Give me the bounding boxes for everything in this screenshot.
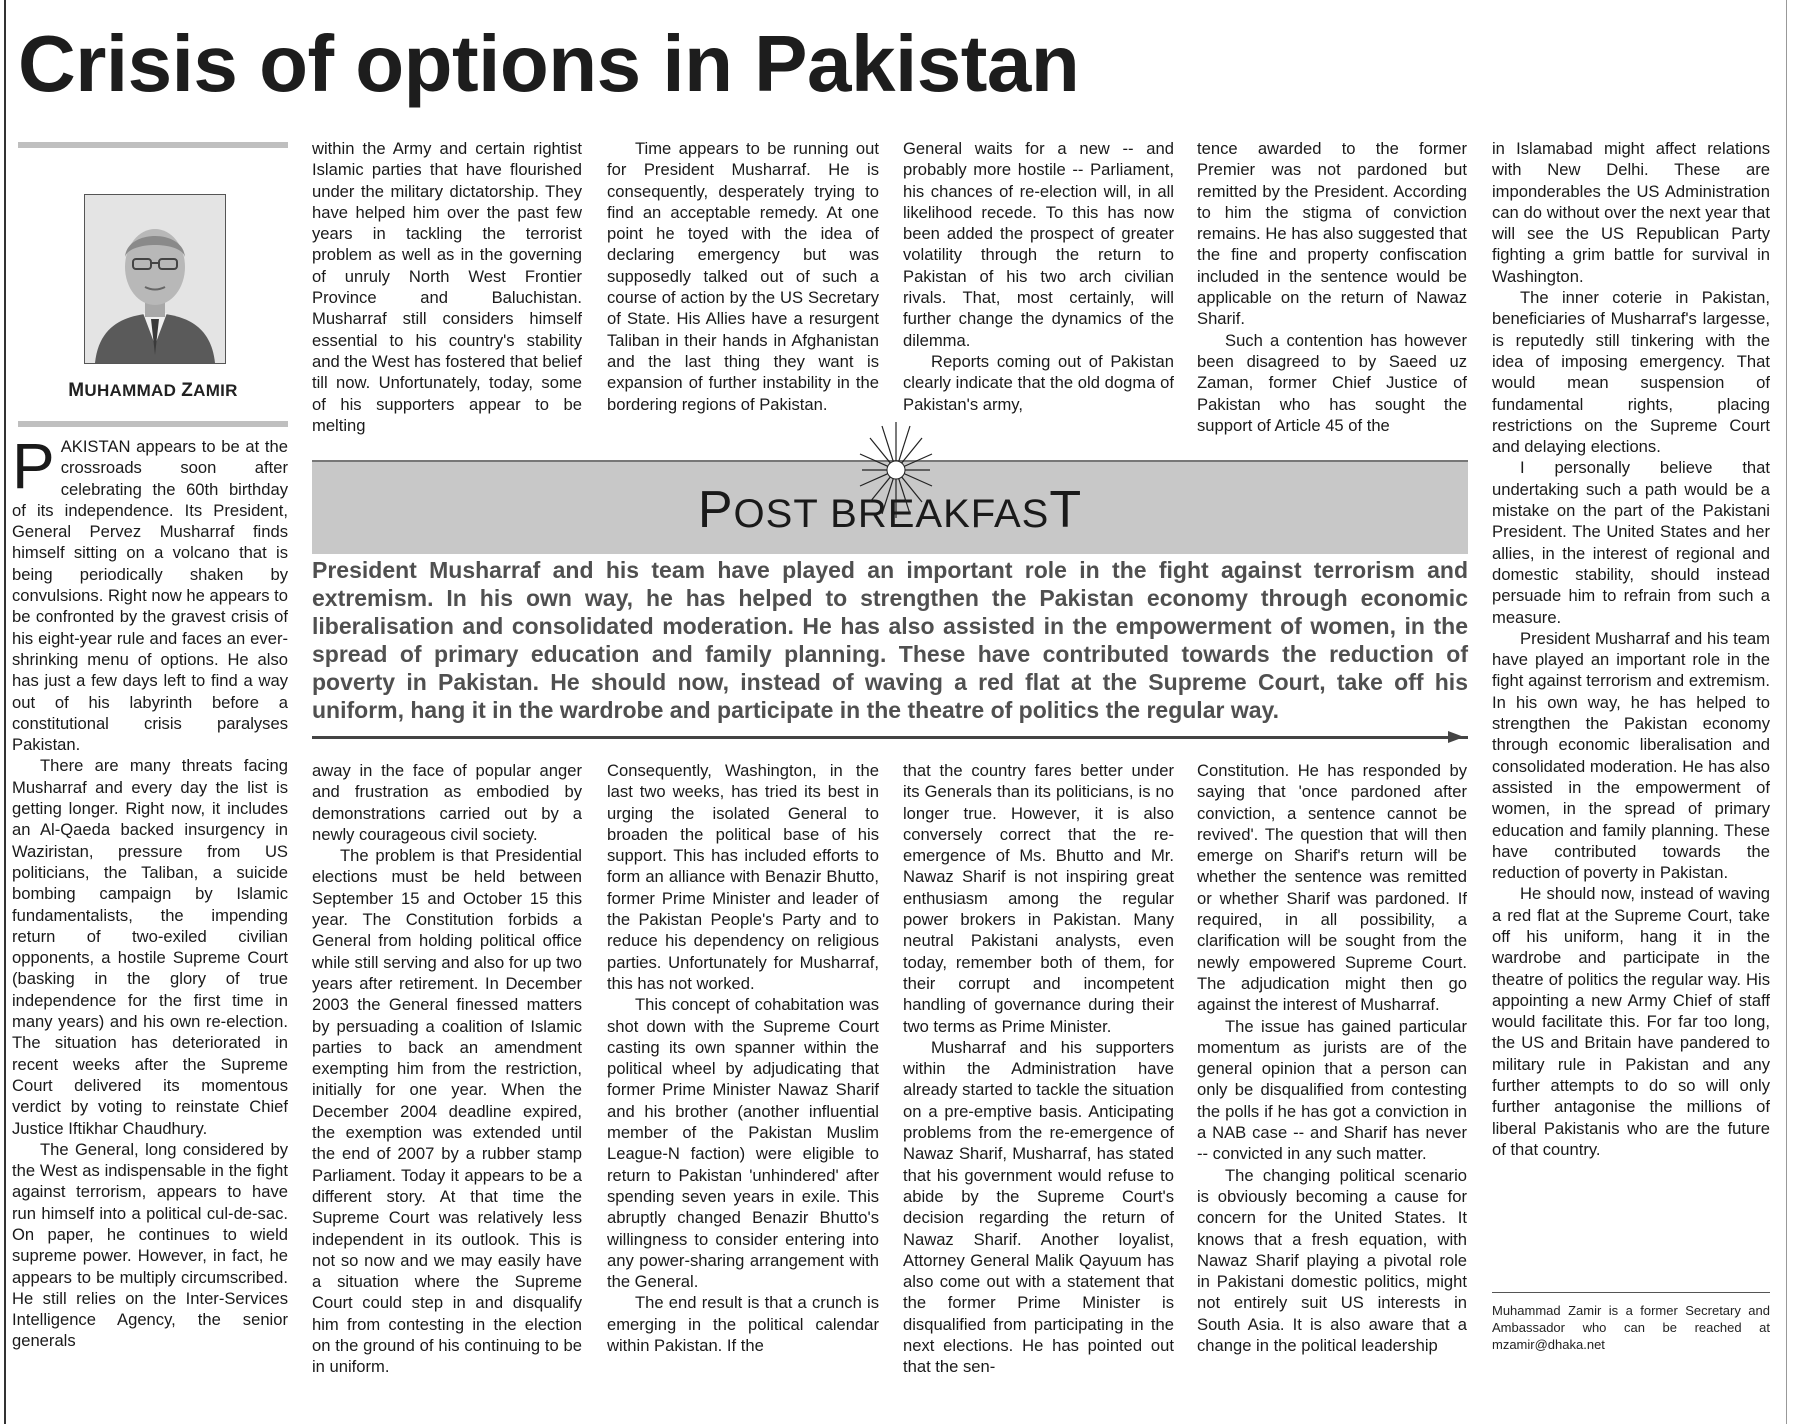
paragraph: The problem is that Presidential elections must be held between September 15 and October 15 this year. The Constitution forbids a General from holding political office while still serving and also for up two years after retirement. In December 2003 the General finessed matters by persuading a coalition of Islamic parties to back an amendment exempting him from the restriction, initially for one year. When the December 2004 deadline expired, the exemption was extended until the end of 2007 by a rubber stamp Parliament. Today it appears to be a different story. At that time the Supreme Court was relatively less independent in its outlook. This is not so now and we may easily have a situation where the Supreme Court could step in and disqualify him from contesting in the election on the ground of his continuing to be in uniform. [312,846,582,1377]
author-portrait-illustration [85,195,225,363]
paragraph: The inner coterie in Pakistan, beneficiaries of Musharraf's largesse, is reputedly still tinkering with the idea of imposing emergency. That would mean suspension of fundamental rights, placing restrictions on the Supreme Court and delaying elections. [1492,288,1770,457]
paragraph: Constitution. He has responded by saying that 'once pardoned after conviction, a sentence cannot be revived'. The question that will then emerge on Sharif's return will be whether the sentence was remitted or whether Sharif was pardoned. If required, in all possibility, a clarification will be sought from the newly empowered Supreme Court. The adjudication might then go against the interest of Musharraf. [1197,761,1467,1015]
column-5-upper [1197,138,1467,438]
author-byline: MUHAMMAD ZAMIR [68,380,238,401]
paragraph: This concept of cohabitation was shot down with the Supreme Court casting its own spanner within the political wheel by adjudicating that former Prime Minister Nawaz Sharif and his brother (another influential member of the Pakistan Muslim League-N faction) were eligible to return to Pakistan 'unhindered' after spending seven years in exile. This abruptly changed Benazir Bhutto's willingness to consider entering into any power-sharing arrangement with the General. [607,995,879,1292]
author-box-top-bar [18,142,288,148]
paragraph: Musharraf and his supporters within the Administration have already started to tackle the situation on a pre-emptive basis. Anticipating problems from the re-emergence of Nawaz Sharif, Musharraf, has stated that his government would refuse to abide by the Supreme Court's decision regarding the return of Nawaz Sharif. Another loyalist, Attorney General Malik Qayuum has also come out with a statement that the former Prime Minister is disqualified from participating in the next elections. He has pointed out that the sen- [903,1037,1174,1377]
page-left-border [4,0,6,1424]
paragraph: Such a contention has however been disagreed to by Saeed uz Zaman, former Chief Justice of Pakistan who has sought the support of Article 45 of the [1197,330,1467,435]
paragraph: tence awarded to the former Premier was not pardoned but remitted by the President. According to him the stigma of conviction remains. He has also suggested that the fine and property confiscation included in the sentence would be applicable on the return of Nawaz Sharif. [1197,139,1467,329]
author-footnote: Muhammad Zamir is a former Secretary and Ambassador who can be reached at mzamir@dhaka.net [1492,1303,1770,1352]
paragraph: that the country fares better under its Generals than its politicians, is no longer true. However, it is also conversely correct that the re-emergence of Ms. Bhutto and Mr. Nawaz Sharif is not inspiring great enthusiasm among the regular power brokers in Pakistan. Many neutral Pakistani analysts, even today, remember both of them, for their corrupt and incompetent handling of governance during their two terms as Prime Minister. [903,761,1174,1036]
paragraph: There are many threats facing Musharraf and every day the list is getting longer. Right now, it includes an Al-Qaeda backed insurgency in Waziristan, pressure from US politicians, the Taliban, a suicide bombing campaign by Islamic fundamentalists, the impending return of two-exiled civilian opponents, a hostile Supreme Court (basking in the glory of true independence for the first time in many years) and his own re-election. The situation has deteriorated in recent weeks after the Supreme Court delivered its momentous verdict by voting to reinstate Chief Justice Iftikhar Chaudhury. [12,756,288,1138]
author-box-bottom-bar [18,421,288,427]
paragraph: The changing political scenario is obviously becoming a cause for concern for the United States. It knows that a fresh equation, with Nawaz Sharif playing a pivotal role in Pakistani domestic politics, might not entirely suit US interests in South Asia. It is also aware that a change in the political leadership [1197,1165,1467,1356]
paragraph: President Musharraf and his team have played an important role in the fight against terrorism and extremism. In his own way, he has helped to strengthen the Pakistan economy through economic liberalisation and consolidated moderation. He has also assisted in the empowerment of women, in the spread of primary education and family planning. These have contributed towards the reduction of poverty in Pakistan. [1492,628,1770,883]
paragraph: The issue has gained particular momentum as jurists are of the general opinion that a person can only be disqualified from contesting the polls if he has got a conviction in a NAB case -- and Sharif has never -- convicted in any such matter. [1197,1016,1467,1164]
author-box [18,142,288,427]
column-edge-rule [1786,0,1787,1424]
paragraph: in Islamabad might affect relations with New Delhi. These are imponderables the US Administration can do without over the next year that will see the US Republican Party fighting a grim battle for survival in Washington. [1492,139,1770,286]
column-4-lower [903,760,1174,1424]
column-6 [1492,138,1770,1286]
footnote-rule [1492,1292,1770,1293]
column-2-upper [312,138,582,438]
paragraph: The General, long considered by the West as indispensable in the fight against terrorism, appears to have run himself into a political cul-de-sac. On paper, he continues to wield supreme power. However, in fact, he appears to be multiply circumscribed. He still relies on the Inter-Services Intelligence Agency, the senior generals [12,1139,288,1351]
paragraph: Time appears to be running out for President Musharraf. He is consequently, desperately trying to find an acceptable remedy. At one point he toyed with the idea of declaring emergency but was supposedly talked out of such a course of action by the US Secretary of State. His Allies have a resurgent Taliban in their hands in Afghanistan and the last thing they want is expansion of further instability in the bordering regions of Pakistan. [607,139,879,414]
column-title: POST BREAKFAST [697,481,1083,539]
paragraph: Reports coming out of Pakistan clearly indicate that the old dogma of Pakistan's army, [903,351,1174,414]
author-photo [84,194,226,364]
article-headline: Crisis of options in Pakistan [18,19,1080,108]
column-1 [12,436,288,1424]
pull-quote-rule [312,736,1468,739]
paragraph: PAKISTAN appears to be at the crossroads soon after celebrating the 60th birthday of its independence. Its President, General Pervez Musharraf finds himself sitting on a volcano that is being periodically shaken by convulsions. Right now he appears to be confronted by the gravest crisis of his eight-year rule and faces an ever-shrinking menu of options. He also has just a few days left to find a way out of his labyrinth before a constitutional crisis paralyses Pakistan. [12,436,288,755]
drop-cap: P [12,436,55,502]
arrow-icon [1448,731,1464,743]
starburst-icon [856,420,936,520]
paragraph: General waits for a new -- and probably more hostile -- Parliament, his chances of re-election will, in all likelihood recede. To this has now been added the prospect of greater volatility through the return to Pakistan of his two arch civilian rivals. That, most certainly, will further change the dynamics of the dilemma. [903,139,1174,350]
paragraph: The end result is that a crunch is emerging in the political calendar within Pakistan. If the [607,1293,879,1356]
column-5-lower [1197,760,1467,1424]
column-3-lower [607,760,879,1424]
pull-quote: President Musharraf and his team have played an important role in the fight against terrorism and extremism. In his own way, he has helped to strengthen the Pakistan economy through economic liberalisation and consolidated moderation. He has also assisted in the empowerment of women, in the spread of primary education and family planning. These have contributed towards the reduction of poverty in Pakistan. He should now, instead of waving a red flat at the Supreme Court, take off his uniform, hang it in the wardrobe and participate in the theatre of politics the regular way. [312,557,1468,723]
column-2-lower [312,760,582,1424]
paragraph: Consequently, Washington, in the last two weeks, has tried its best in urging the isolated General to broaden the political base of his support. This has included efforts to form an alliance with Benazir Bhutto, former Prime Minister and leader of the Pakistan People's Party and to reduce his dependency on religious parties. Unfortunately for Musharraf, this has not worked. [607,761,879,993]
paragraph: I personally believe that undertaking such a path would be a mistake on the part of the Pakistani President. The United States and her allies, in the interest of regional and domestic stability, should instead persuade him to refrain from such a measure. [1492,458,1770,627]
paragraph: He should now, instead of waving a red flat at the Supreme Court, take off his uniform, hang it in the wardrobe and participate in the theatre of politics the regular way. His appointing a new Army Chief of staff would facilitate this. For far too long, the US and Britain have pandered to military rule in Pakistan and any further attempts to do so will only further antagonise the millions of liberal Pakistanis who are the future of that country. [1492,884,1770,1159]
paragraph: within the Army and certain rightist Islamic parties that have flourished under the military dictatorship. They have helped him over the past few years in tackling the terrorist problem as well as in the governing of unruly North West Frontier Province and Baluchistan. Musharraf still considers himself essential to his country's stability and the West has fostered that belief till now. Unfortunately, today, some of his supporters appear to be melting [312,139,582,435]
paragraph: away in the face of popular anger and frustration as embodied by demonstrations carried out by a newly courageous civil society. [312,761,582,844]
column-4-upper [903,138,1174,438]
column-3-upper [607,138,879,438]
